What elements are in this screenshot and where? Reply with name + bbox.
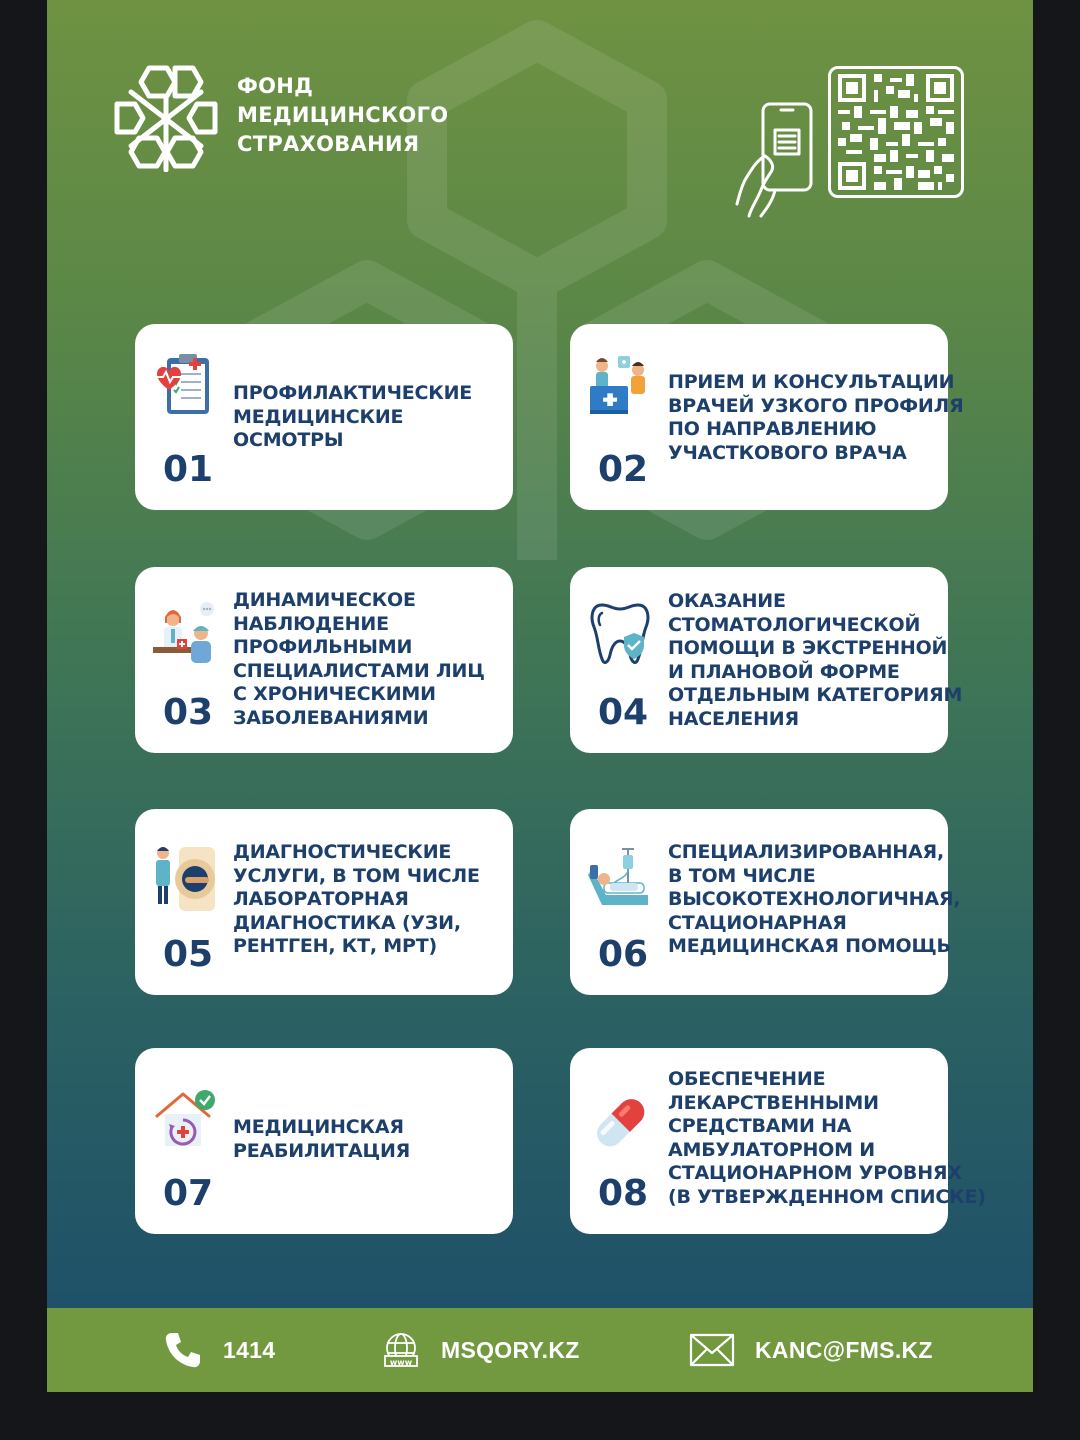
service-card-04 bbox=[570, 567, 963, 753]
card-06-text bbox=[668, 841, 961, 959]
phone-scan-qr-icon bbox=[735, 100, 817, 220]
card-06-line-1: СПЕЦИАЛИЗИРОВАННАЯ, bbox=[668, 841, 944, 863]
card-08-line-5: СТАЦИОНАРНОМ УРОВНЯХ bbox=[668, 1162, 962, 1184]
card-08-line-2: ЛЕКАРСТВЕННЫМИ bbox=[668, 1091, 879, 1114]
card-07-text bbox=[233, 1116, 509, 1163]
phone-number: 1414 bbox=[223, 1336, 276, 1363]
card-05-line-2: УСЛУГИ, В ТОМ ЧИСЛЕ bbox=[233, 864, 480, 887]
card-06-line-3: ВЫСОКОТЕХНОЛОГИЧНАЯ, bbox=[668, 888, 961, 910]
card-03-number: 03 bbox=[163, 692, 214, 733]
card-03-line-6: ЗАБОЛЕВАНИЯМИ bbox=[233, 706, 429, 729]
card-05-line-5: РЕНТГЕН, КТ, МРТ) bbox=[233, 935, 437, 957]
website-url: MSQORY.KZ bbox=[441, 1336, 580, 1363]
doctor-consultation-icon bbox=[588, 354, 652, 424]
card-04-line-3: ПОМОЩИ В ЭКСТРЕННОЙ bbox=[668, 637, 948, 659]
card-01-number: 01 bbox=[163, 449, 214, 490]
brand-line-2: МЕДИЦИНСКОГО bbox=[237, 103, 449, 127]
card-06-number: 06 bbox=[598, 934, 649, 975]
card-03-line-2: НАБЛЮДЕНИЕ bbox=[233, 612, 389, 635]
card-08-number: 08 bbox=[598, 1173, 649, 1214]
card-06-line-2: В ТОМ ЧИСЛЕ bbox=[668, 864, 816, 887]
card-02-line-2: ВРАЧЕЙ УЗКОГО ПРОФИЛЯ bbox=[668, 394, 964, 417]
card-04-line-5: ОТДЕЛЬНЫМ КАТЕГОРИЯМ bbox=[668, 684, 963, 706]
card-05-text bbox=[233, 841, 509, 959]
card-03-text bbox=[233, 589, 509, 730]
brand-line-1: ФОНД bbox=[237, 74, 314, 98]
card-08-line-3: СРЕДСТВАМИ НА bbox=[668, 1115, 852, 1137]
card-03-line-5: С ХРОНИЧЕСКИМИ bbox=[233, 683, 436, 705]
card-01-text bbox=[233, 382, 509, 453]
service-card-07 bbox=[135, 1048, 513, 1234]
card-02-line-4: УЧАСТКОВОГО ВРАЧА bbox=[668, 441, 907, 464]
qr-code[interactable] bbox=[828, 66, 964, 198]
card-07-line-2: РЕАБИЛИТАЦИЯ bbox=[233, 1139, 411, 1162]
envelope-icon bbox=[689, 1333, 735, 1367]
card-02-line-1: ПРИЕМ И КОНСУЛЬТАЦИИ bbox=[668, 371, 955, 393]
card-08-text bbox=[668, 1068, 986, 1209]
card-03-line-1: ДИНАМИЧЕСКОЕ bbox=[233, 589, 416, 611]
service-card-06 bbox=[570, 809, 961, 995]
card-05-line-3: ЛАБОРАТОРНАЯ bbox=[233, 888, 409, 910]
fms-snowflake-logo-icon bbox=[111, 62, 221, 172]
card-04-text bbox=[668, 590, 963, 731]
rehab-home-icon bbox=[153, 1088, 217, 1158]
card-02-text bbox=[668, 371, 964, 465]
card-04-number: 04 bbox=[598, 692, 649, 733]
service-card-03 bbox=[135, 567, 513, 753]
footer-contacts bbox=[47, 1308, 1033, 1392]
brand-line-3: СТРАХОВАНИЯ bbox=[237, 132, 420, 156]
doctor-patient-icon bbox=[153, 601, 217, 671]
card-02-line-3: ПО НАПРАВЛЕНИЮ bbox=[668, 418, 877, 440]
card-04-line-6: НАСЕЛЕНИЯ bbox=[668, 707, 799, 730]
qr-code-icon bbox=[838, 74, 954, 190]
card-08-line-6: (В УТВЕРЖДЕННОМ СПИСКЕ) bbox=[668, 1185, 986, 1208]
card-02-number: 02 bbox=[598, 449, 649, 490]
card-04-line-4: И ПЛАНОВОЙ ФОРМЕ bbox=[668, 660, 900, 683]
card-03-line-3: ПРОФИЛЬНЫМИ bbox=[233, 636, 413, 658]
brand-name bbox=[237, 72, 448, 159]
card-01-line-2: МЕДИЦИНСКИЕ bbox=[233, 405, 404, 428]
card-07-line-1: МЕДИЦИНСКАЯ bbox=[233, 1116, 404, 1138]
email-address: KANC@FMS.KZ bbox=[755, 1336, 933, 1363]
card-08-line-1: ОБЕСПЕЧЕНИЕ bbox=[668, 1068, 826, 1090]
card-04-line-2: СТОМАТОЛОГИЧЕСКОЙ bbox=[668, 613, 921, 636]
card-05-line-1: ДИАГНОСТИЧЕСКИЕ bbox=[233, 841, 452, 863]
website-link[interactable] bbox=[383, 1308, 580, 1392]
service-card-05 bbox=[135, 809, 513, 995]
card-06-line-5: МЕДИЦИНСКАЯ ПОМОЩЬ bbox=[668, 935, 951, 957]
poster bbox=[47, 0, 1033, 1392]
hospital-bed-icon bbox=[588, 847, 652, 917]
card-08-line-4: АМБУЛАТОРНОМ И bbox=[668, 1138, 875, 1161]
card-01-line-1: ПРОФИЛАКТИЧЕСКИЕ bbox=[233, 382, 473, 404]
globe-www-icon bbox=[383, 1332, 419, 1368]
svg-text:www: www bbox=[389, 1358, 413, 1367]
service-card-08 bbox=[570, 1048, 986, 1234]
card-05-number: 05 bbox=[163, 934, 214, 975]
pill-capsule-icon bbox=[588, 1090, 652, 1160]
email-link[interactable] bbox=[689, 1308, 933, 1392]
tooth-shield-icon bbox=[588, 599, 652, 669]
card-06-line-4: СТАЦИОНАРНАЯ bbox=[668, 911, 847, 934]
phone-icon bbox=[163, 1330, 203, 1370]
card-01-line-3: ОСМОТРЫ bbox=[233, 429, 344, 451]
service-card-02 bbox=[570, 324, 964, 510]
phone-contact[interactable] bbox=[163, 1308, 275, 1392]
medical-checklist-icon bbox=[153, 350, 217, 420]
card-07-number: 07 bbox=[163, 1173, 214, 1214]
service-card-01 bbox=[135, 324, 513, 510]
mri-scanner-icon bbox=[153, 843, 217, 913]
card-05-line-4: ДИАГНОСТИКА (УЗИ, bbox=[233, 911, 461, 934]
card-03-line-4: СПЕЦИАЛИСТАМИ ЛИЦ bbox=[233, 659, 485, 682]
card-04-line-1: ОКАЗАНИЕ bbox=[668, 590, 786, 612]
